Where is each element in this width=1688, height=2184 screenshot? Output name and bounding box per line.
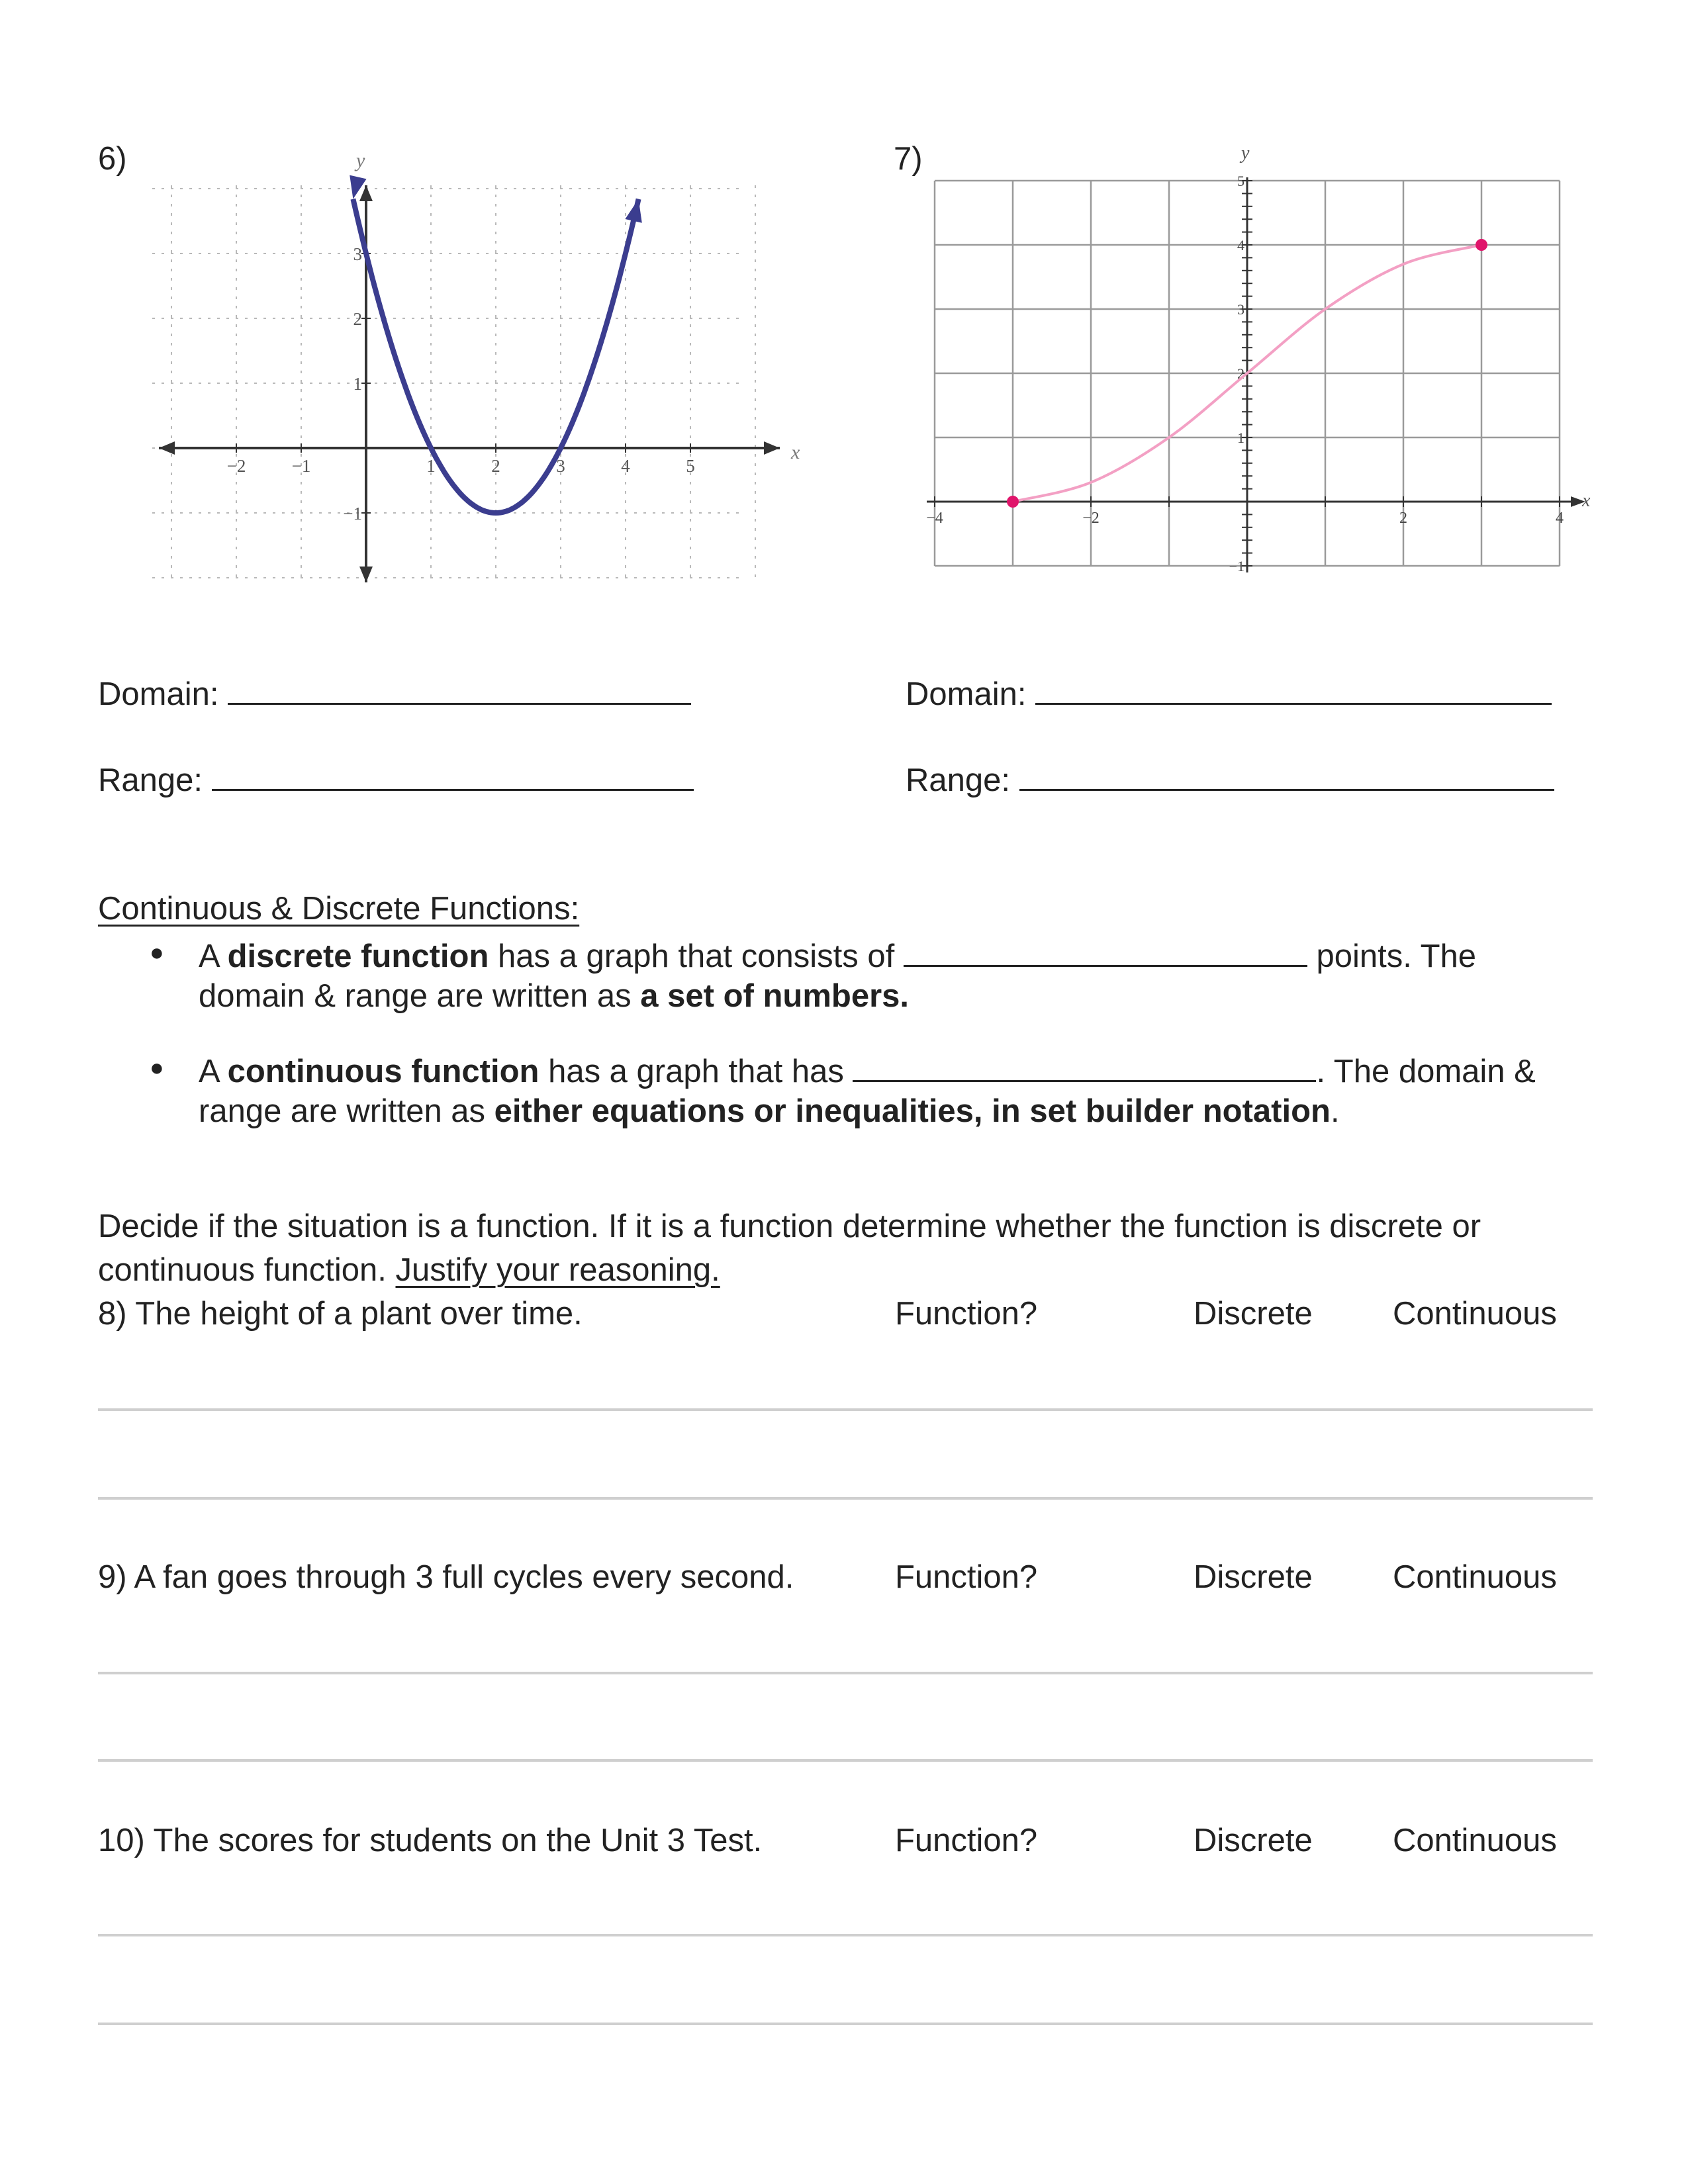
range-7-label: Range: <box>906 762 1011 798</box>
domain-6-label: Domain: <box>98 676 219 712</box>
question-9-text: 9) A fan goes through 3 full cycles every second. <box>98 1559 794 1595</box>
bullet-icon: ● <box>150 1054 164 1081</box>
x-tick-label: 2 <box>1399 510 1407 527</box>
x-tick-label: 5 <box>686 456 695 476</box>
discrete-function-term: discrete function <box>227 938 489 974</box>
y-tick-label: 3 <box>353 244 362 264</box>
y-tick-label: 5 <box>1237 173 1244 189</box>
domain-7-answer-blank[interactable] <box>1035 668 1552 705</box>
y-tick-label: 4 <box>1237 237 1244 253</box>
question-8-function-option[interactable]: Function? <box>895 1296 1038 1332</box>
range-6 <box>98 754 694 802</box>
instructions-line2: continuous function. Justify your reasoning. <box>98 1252 720 1288</box>
y-tick-label: −1 <box>343 504 362 523</box>
answer-line[interactable] <box>98 1672 1593 1674</box>
question-9-continuous-option[interactable]: Continuous <box>1393 1559 1557 1595</box>
question-10-discrete-option[interactable]: Discrete <box>1194 1823 1313 1858</box>
domain-7 <box>906 668 1552 716</box>
discrete-definition-line1: A discrete function has a graph that consists of points. The <box>199 931 1476 978</box>
discrete-definition-line2: domain & range are written as a set of numbers. <box>199 978 910 1014</box>
answer-line[interactable] <box>98 1497 1593 1500</box>
question-9-discrete-option[interactable]: Discrete <box>1194 1559 1313 1595</box>
graph-6 <box>146 146 800 596</box>
x-tick-label: −2 <box>226 456 246 476</box>
x-tick-label: 4 <box>1556 510 1564 527</box>
range-6-answer-blank[interactable] <box>212 754 694 791</box>
continuous-graph-blank[interactable] <box>853 1046 1316 1082</box>
domain-7-label: Domain: <box>906 676 1027 712</box>
x-axis-right-arrow <box>764 441 780 455</box>
range-7 <box>906 754 1554 802</box>
continuous-definition-line1: A continuous function has a graph that has . The domain & <box>199 1046 1536 1093</box>
y-tick-label: 3 <box>1237 301 1244 318</box>
x-tick-label: −4 <box>926 510 943 527</box>
left-endpoint <box>1007 496 1019 508</box>
right-endpoint <box>1476 239 1487 251</box>
x-tick-label: −2 <box>1082 510 1100 527</box>
x-tick-label: −1 <box>291 456 311 476</box>
continuous-definition-line2: range are written as either equations or inequalities, in set builder notation. <box>199 1093 1340 1129</box>
graph-6-x-label: x <box>791 441 800 463</box>
y-tick-label: 2 <box>353 309 362 329</box>
x-tick-label: 3 <box>556 456 565 476</box>
problem-6-number: 6) <box>98 141 127 177</box>
domain-6 <box>98 668 691 716</box>
y-tick-label: −1 <box>1229 558 1244 574</box>
domain-6-answer-blank[interactable] <box>228 668 691 705</box>
y-axis-up-arrow <box>359 185 373 201</box>
x-axis-left-arrow <box>159 441 175 455</box>
x-tick-label: 2 <box>491 456 500 476</box>
y-tick-label: 1 <box>1237 430 1244 446</box>
answer-line[interactable] <box>98 2023 1593 2025</box>
y-axis-down-arrow <box>359 567 373 582</box>
question-10-text: 10) The scores for students on the Unit 3 Test. <box>98 1823 763 1858</box>
graph-6-y-label: y <box>356 150 365 171</box>
graph-7 <box>923 139 1599 582</box>
question-8-discrete-option[interactable]: Discrete <box>1194 1296 1313 1332</box>
x-tick-label: 4 <box>621 456 630 476</box>
instructions-line1: Decide if the situation is a function. If it is a function determine whether the function is discrete or <box>98 1208 1481 1244</box>
answer-line[interactable] <box>98 1759 1593 1762</box>
question-10-function-option[interactable]: Function? <box>895 1823 1038 1858</box>
y-tick-label: 2 <box>1237 365 1244 382</box>
graph-7-x-label: x <box>1582 490 1591 511</box>
range-7-answer-blank[interactable] <box>1019 754 1554 791</box>
question-8-text: 8) The height of a plant over time. <box>98 1296 583 1332</box>
problem-7-number: 7) <box>894 141 923 177</box>
question-9-function-option[interactable]: Function? <box>895 1559 1038 1595</box>
continuous-discrete-heading: Continuous & Discrete Functions: <box>98 891 580 927</box>
answer-line[interactable] <box>98 1934 1593 1936</box>
question-8-continuous-option[interactable]: Continuous <box>1393 1296 1557 1332</box>
bullet-icon: ● <box>150 938 164 966</box>
range-6-label: Range: <box>98 762 203 798</box>
x-tick-label: 1 <box>426 456 436 476</box>
discrete-points-blank[interactable] <box>904 931 1307 967</box>
answer-line[interactable] <box>98 1408 1593 1411</box>
graph-7-y-label: y <box>1241 143 1250 163</box>
continuous-function-term: continuous function <box>227 1054 539 1089</box>
y-tick-label: 1 <box>353 374 362 394</box>
question-10-continuous-option[interactable]: Continuous <box>1393 1823 1557 1858</box>
